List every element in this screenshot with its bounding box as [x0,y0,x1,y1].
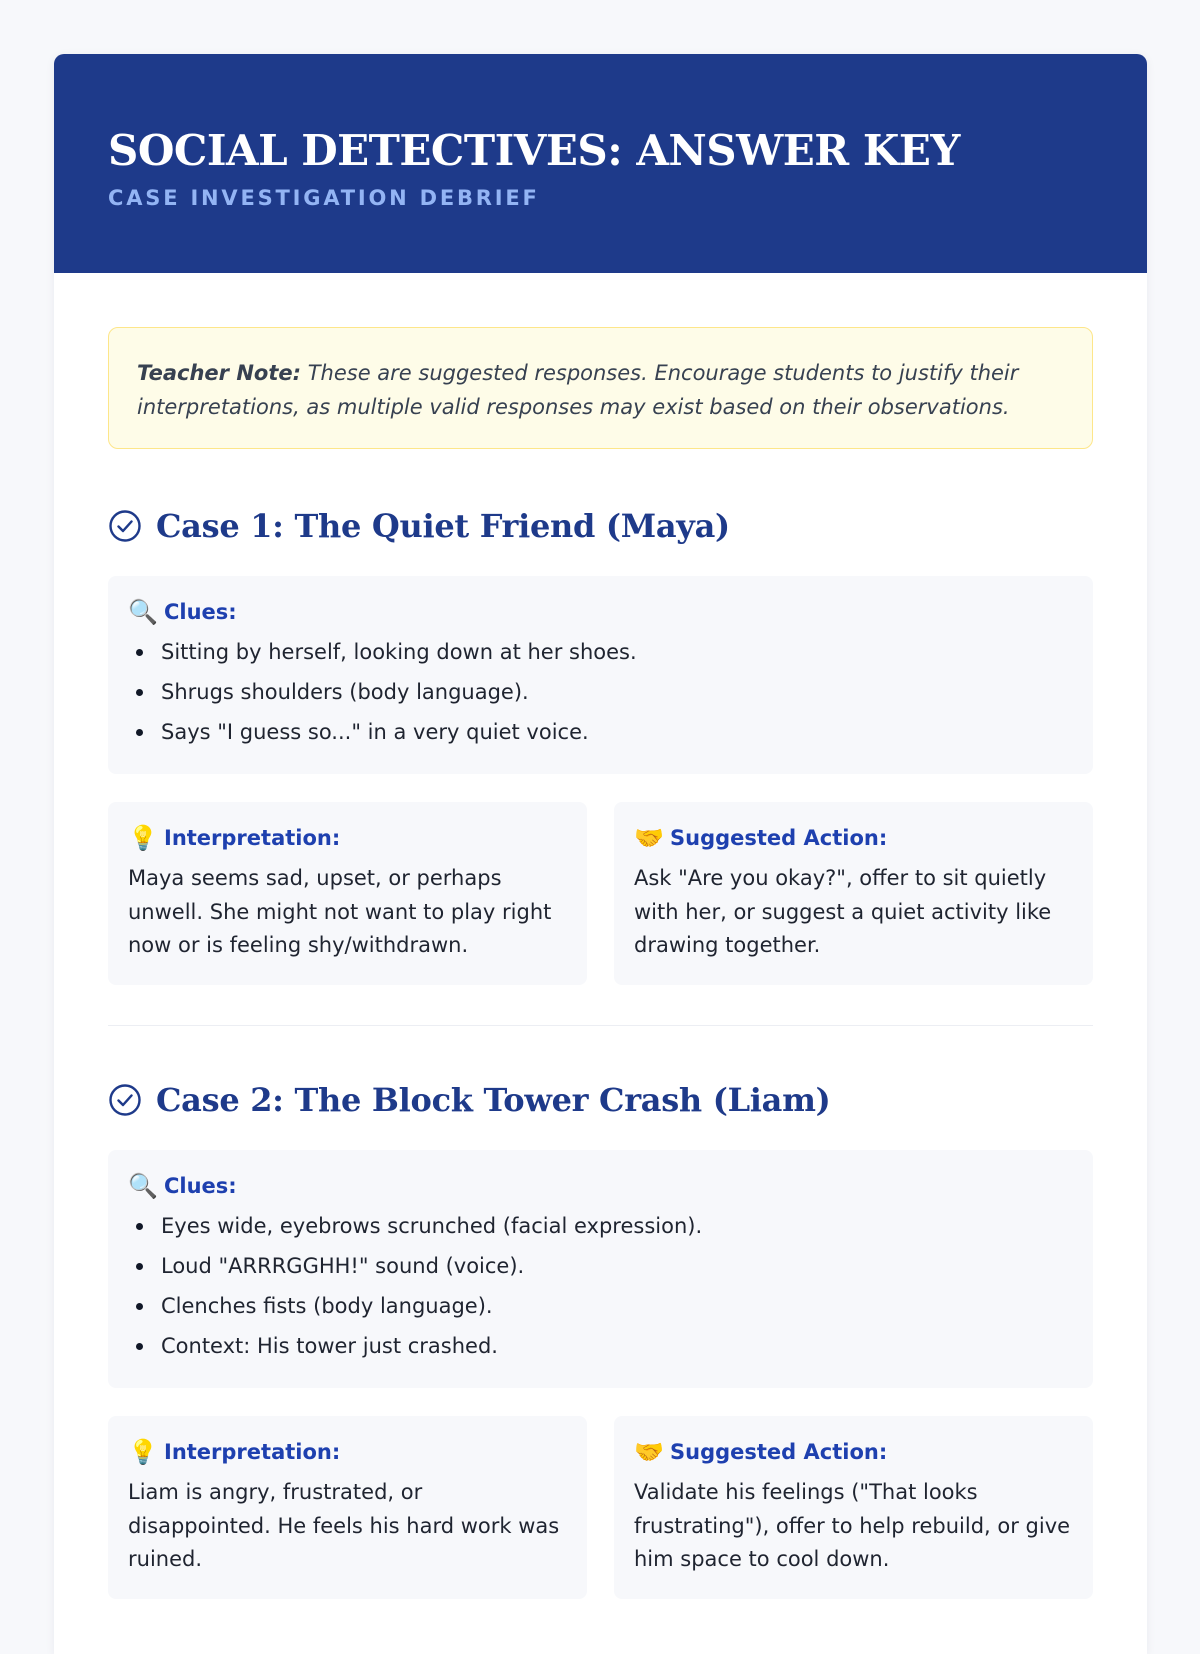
page-header [54,54,1147,273]
list-item [128,632,1073,672]
case-2-action-text: Validate his feelings ("That looks frustrating"), offer to help rebuild, or give him space to cool down. [634,1480,1071,1571]
teacher-note-label: Teacher Note: [137,361,302,385]
case-1-analysis [108,802,1093,985]
handshake-icon: 🤝 [634,1438,664,1466]
magnifier-icon: 🔍 [128,598,158,626]
case-2-title: Case 2: The Block Tower Crash (Liam) [156,1081,831,1119]
interpretation-label-text: Interpretation: [164,826,341,850]
case-1-action-label [634,822,1073,854]
teacher-note [108,327,1093,449]
case-1-title: Case 1: The Quiet Friend (Maya) [156,507,730,545]
clue-text: Eyes wide, eyebrows scrunched (facial expression). [161,1214,703,1238]
answer-key-page [54,54,1147,1654]
list-item [128,1246,1073,1286]
list-item [128,1326,1073,1366]
case-1-clue-list [128,632,1073,752]
bullet-icon [136,1223,143,1230]
bullet-icon [136,649,143,656]
case-2-clues-label [128,1170,1073,1202]
list-item [128,712,1073,752]
case-1-heading [108,504,1093,548]
action-label-text: Suggested Action: [670,1440,888,1464]
bullet-icon [136,1263,143,1270]
bullet-icon [136,689,143,696]
lightbulb-icon: 💡 [128,824,158,852]
case-1-interpretation-text: Maya seems sad, upset, or perhaps unwell. She might not want to play right now or is feeling shy/withdrawn. [128,866,552,957]
clue-text: Shrugs shoulders (body language). [161,680,529,704]
interpretation-label-text: Interpretation: [164,1440,341,1464]
clues-label-text: Clues: [164,1174,237,1198]
clue-text: Clenches fists (body language). [161,1294,493,1318]
list-item [128,672,1073,712]
teacher-note-text: These are suggested responses. Encourage students to justify their interpretations, as multiple valid responses may exist based on their observations. [137,361,1019,419]
case-2-heading [108,1078,1093,1122]
case-2-action-box [614,1416,1093,1599]
case-divider [108,1025,1093,1027]
case-1-interpretation-box [108,802,587,985]
magnifier-icon: 🔍 [128,1172,158,1200]
bullet-icon [136,1303,143,1310]
case-1-action-box [614,802,1093,985]
bullet-icon [136,729,143,736]
case-2-interpretation-label [128,1436,567,1468]
lightbulb-icon: 💡 [128,1438,158,1466]
action-label-text: Suggested Action: [670,826,888,850]
case-2-interpretation-text: Liam is angry, frustrated, or disappointed. He feels his hard work was ruined. [128,1480,560,1571]
clue-text: Loud "ARRRGGHH!" sound (voice). [161,1254,525,1278]
handshake-icon: 🤝 [634,824,664,852]
case-1-action-text: Ask "Are you okay?", offer to sit quietly with her, or suggest a quiet activity like drawing together. [634,866,1052,957]
check-circle-icon [108,509,142,543]
case-1-clues-label [128,596,1073,628]
clue-text: Context: His tower just crashed. [161,1334,498,1358]
case-1-clues-box [108,576,1093,774]
case-2-interpretation-box [108,1416,587,1599]
case-2-clues-box [108,1150,1093,1388]
clue-text: Sitting by herself, looking down at her shoes. [161,640,637,664]
page-content [54,273,1147,1599]
case-1-interpretation-label [128,822,567,854]
case-2-clue-list [128,1206,1073,1366]
list-item [128,1286,1073,1326]
clue-text: Says "I guess so..." in a very quiet voice. [161,720,589,744]
list-item [128,1206,1073,1246]
check-circle-icon [108,1083,142,1117]
case-2-action-label [634,1436,1073,1468]
case-2-analysis [108,1416,1093,1599]
page-title: SOCIAL DETECTIVES: ANSWER KEY [108,126,960,175]
bullet-icon [136,1343,143,1350]
page-subtitle: CASE INVESTIGATION DEBRIEF [108,186,540,210]
clues-label-text: Clues: [164,600,237,624]
